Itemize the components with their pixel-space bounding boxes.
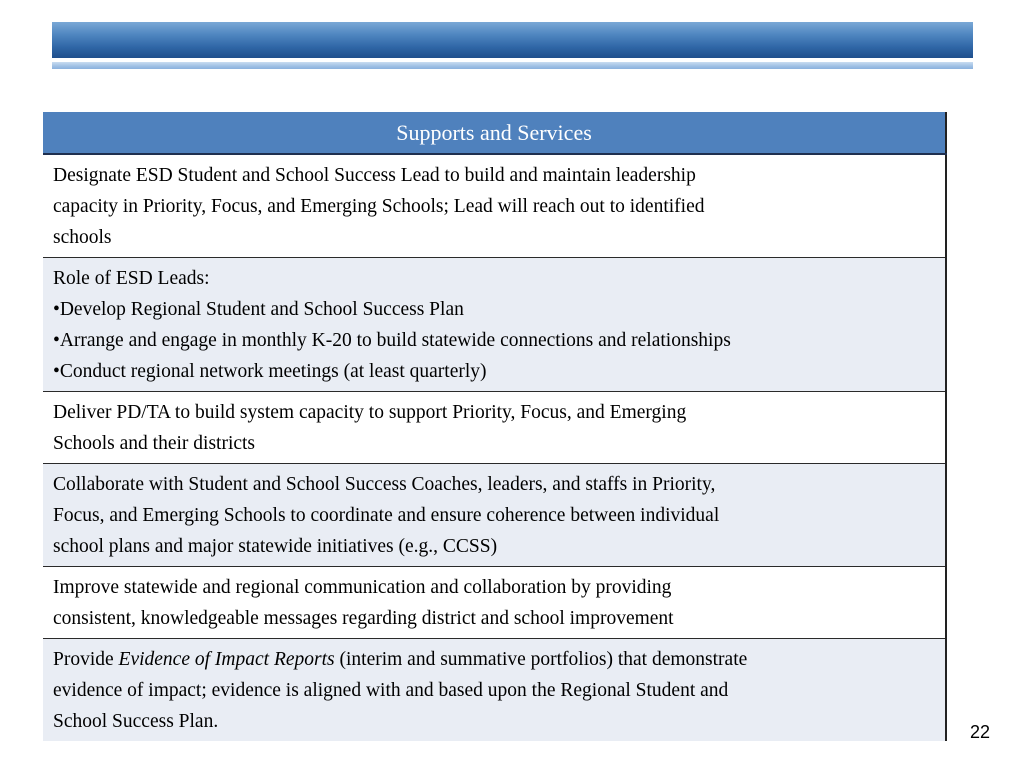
cell-text-italic: Evidence of Impact Reports [118, 649, 335, 670]
table-row [43, 392, 946, 464]
table-cell [43, 639, 946, 742]
cell-text-line: Deliver PD/TA to build system capacity to support Priority, Focus, and Emerging [53, 402, 687, 423]
cell-text-line: Designate ESD Student and School Success Lead to build and maintain leadership [53, 165, 696, 186]
bullet-item: •Develop Regional Student and School Success Plan [53, 299, 464, 320]
cell-text-prefix: Provide [53, 649, 119, 670]
table-row [43, 154, 946, 258]
cell-text-line: School Success Plan. [53, 711, 219, 732]
table-cell [43, 154, 946, 258]
cell-text-line: evidence of impact; evidence is aligned with and based upon the Regional Student and [53, 680, 729, 701]
cell-title: Role of ESD Leads: [53, 268, 210, 289]
table-header-row [43, 112, 946, 154]
table-cell [43, 392, 946, 464]
supports-services-table [43, 112, 947, 741]
cell-text-line: Schools and their districts [53, 433, 256, 454]
slide-header-bar [52, 22, 973, 58]
cell-text-suffix: (interim and summative portfolios) that demonstrate [334, 649, 748, 670]
table-header-cell: Supports and Services [43, 112, 946, 154]
cell-text-line: Improve statewide and regional communication and collaboration by providing [53, 577, 672, 598]
table-row [43, 567, 946, 639]
cell-text-line: capacity in Priority, Focus, and Emerging Schools; Lead will reach out to identified [53, 196, 705, 217]
page-number: 22 [969, 722, 990, 742]
slide-header-underline [52, 62, 973, 69]
table-row [43, 258, 946, 392]
table-row [43, 464, 946, 567]
cell-text-line: Collaborate with Student and School Success Coaches, leaders, and staffs in Priority, [53, 474, 716, 495]
cell-text-line [53, 644, 935, 675]
table-cell [43, 464, 946, 567]
bullet-item: •Conduct regional network meetings (at least quarterly) [53, 361, 487, 382]
cell-text-line: schools [53, 227, 112, 248]
cell-text-line: school plans and major statewide initiatives (e.g., CCSS) [53, 536, 498, 557]
table-cell [43, 258, 946, 392]
cell-text-line: consistent, knowledgeable messages regarding district and school improvement [53, 608, 674, 629]
bullet-item: •Arrange and engage in monthly K-20 to build statewide connections and relationships [53, 330, 731, 351]
cell-text-line: Focus, and Emerging Schools to coordinate and ensure coherence between individual [53, 505, 720, 526]
table-row [43, 639, 946, 742]
table-cell [43, 567, 946, 639]
